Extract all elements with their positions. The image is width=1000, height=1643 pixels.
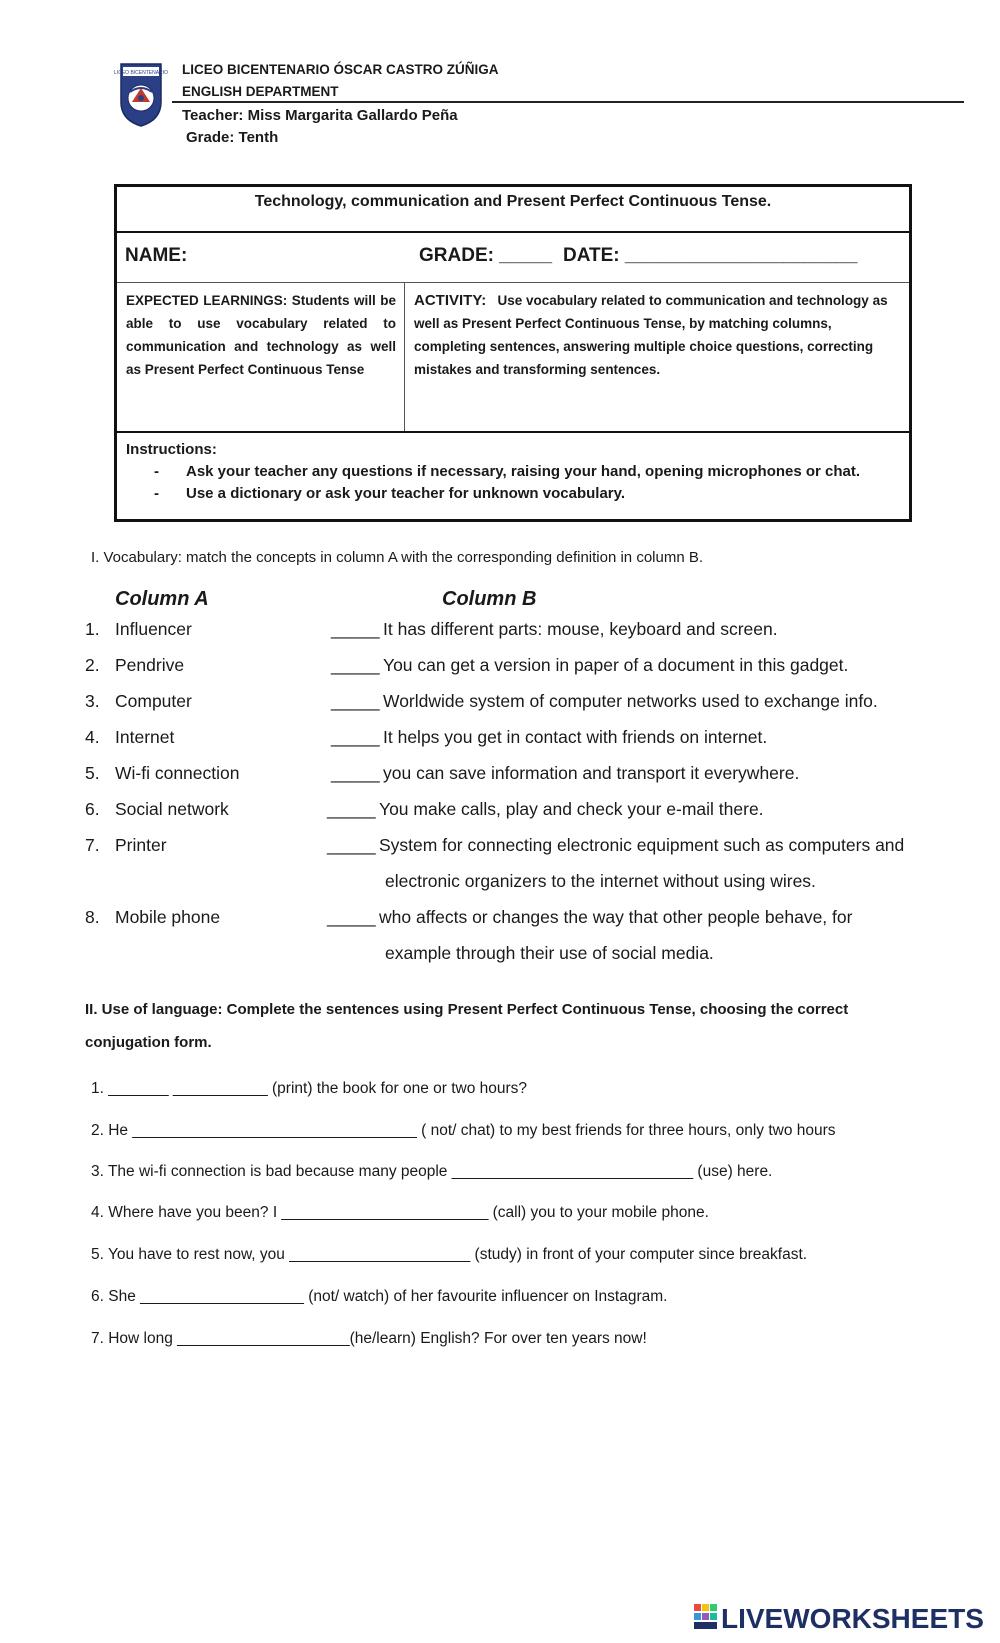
expected-learnings: EXPECTED LEARNINGS: Students will be able to use vocabulary related to communication and technology as well as Present Perfect Continuous Tense [117, 283, 405, 431]
instruction-text: Ask your teacher any questions if necessary, raising your hand, opening microphones or chat. [186, 463, 861, 480]
school-logo [114, 62, 168, 128]
match-row [0, 756, 1000, 790]
sentence[interactable]: 3. The wi-fi connection is bad because many people ____________________________ (use) here. [91, 1163, 773, 1180]
logo-text: LICEO BICENTENARIO [114, 70, 168, 76]
school-name-block [182, 59, 499, 103]
name-grade-date-row [117, 233, 909, 283]
item-definition: System for connecting electronic equipment such as computers and [379, 835, 905, 855]
date-label: DATE: ______________________ [563, 245, 858, 266]
match-row [0, 684, 1000, 718]
activity-cell [405, 283, 909, 431]
item-definition: You make calls, play and check your e-mail there. [379, 799, 764, 819]
sentence[interactable]: 2. He _________________________________ ( not/ chat) to my best friends for three hours, only two hours [91, 1122, 836, 1139]
section1-heading: I. Vocabulary: match the concepts in column A with the corresponding definition in column B. [91, 549, 704, 566]
column-a-heading: Column A [115, 588, 209, 610]
grade: Grade: Tenth [186, 129, 279, 146]
answer-blank[interactable]: _____ [331, 763, 380, 783]
section2-heading: II. Use of language: Complete the sentences using Present Perfect Continuous Tense, choosing the correct conjugation form. [85, 1001, 849, 1051]
activity-text: Use vocabulary related to communication and technology as well as Present Perfect Continuous Tense, by matching columns, completing sentences, answering multiple choice questions, correcting mistakes and transforming sentences. [414, 293, 888, 377]
item-term: Mobile phone [115, 907, 221, 927]
item-number: 3. [85, 691, 100, 711]
match-row [0, 612, 1000, 646]
answer-blank[interactable]: _____ [331, 655, 380, 675]
item-definition: It has different parts: mouse, keyboard and screen. [383, 619, 778, 639]
instructions [117, 431, 909, 519]
department: ENGLISH DEPARTMENT [182, 84, 339, 99]
item-term: Pendrive [115, 655, 185, 675]
teacher: Teacher: Miss Margarita Gallardo Peña [182, 107, 458, 124]
item-definition: you can save information and transport it everywhere. [383, 763, 800, 783]
item-definition-continued: electronic organizers to the internet without using wires. [385, 871, 816, 891]
school-name: LICEO BICENTENARIO ÓSCAR CASTRO ZÚÑIGA [182, 62, 499, 77]
instruction-item [126, 461, 900, 483]
name-label: NAME: [125, 245, 188, 266]
column-b-heading: Column B [442, 588, 537, 610]
match-row [0, 648, 1000, 682]
item-definition: who affects or changes the way that other people behave, for [379, 907, 853, 927]
item-term: Influencer [115, 619, 192, 639]
item-number: 5. [85, 763, 100, 783]
bullet-dash: - [154, 463, 159, 480]
answer-blank[interactable]: _____ [327, 835, 376, 855]
worksheet-title: Technology, communication and Present Perfect Continuous Tense. [117, 187, 909, 233]
item-definition: It helps you get in contact with friends on internet. [383, 727, 768, 747]
instruction-text: Use a dictionary or ask your teacher for unknown vocabulary. [186, 485, 626, 502]
instruction-item [126, 483, 900, 505]
item-term: Printer [115, 835, 167, 855]
answer-blank[interactable]: _____ [331, 691, 380, 711]
item-term: Computer [115, 691, 192, 711]
info-table [114, 184, 912, 522]
activity-label: ACTIVITY: [414, 292, 487, 309]
sentence[interactable]: 7. How long ____________________(he/learn) English? For over ten years now! [91, 1330, 647, 1347]
instructions-label: Instructions: [126, 441, 217, 458]
item-definition-continued: example through their use of social media. [385, 943, 714, 963]
match-row [0, 828, 1000, 862]
grade-label: GRADE: _____ [419, 245, 553, 266]
liveworksheets-icon [694, 1604, 718, 1637]
item-number: 4. [85, 727, 100, 747]
brand-name: LIVEWORKSHEETS [721, 1603, 984, 1634]
item-term: Internet [115, 727, 175, 747]
answer-blank[interactable]: _____ [327, 799, 376, 819]
sentence[interactable]: 4. Where have you been? I ________________________ (call) you to your mobile phone. [91, 1204, 709, 1221]
sentence[interactable]: 1. _______ ___________ (print) the book for one or two hours? [91, 1080, 528, 1097]
item-number: 1. [85, 619, 100, 639]
answer-blank[interactable]: _____ [331, 619, 380, 639]
item-number: 8. [85, 907, 100, 927]
sentence[interactable]: 5. You have to rest now, you _____________________ (study) in front of your computer since breakfast. [91, 1246, 808, 1263]
item-definition: You can get a version in paper of a document in this gadget. [383, 655, 849, 675]
match-row [0, 900, 1000, 934]
item-term: Wi-fi connection [115, 763, 240, 783]
match-row [0, 792, 1000, 826]
bullet-dash: - [154, 485, 159, 502]
item-number: 7. [85, 835, 100, 855]
answer-blank[interactable]: _____ [327, 907, 376, 927]
item-definition: Worldwide system of computer networks used to exchange info. [383, 691, 878, 711]
match-row [0, 720, 1000, 754]
item-number: 6. [85, 799, 100, 819]
item-number: 2. [85, 655, 100, 675]
item-term: Social network [115, 799, 229, 819]
header-divider [172, 101, 964, 103]
sentence[interactable]: 6. She ___________________ (not/ watch) of her favourite influencer on Instagram. [91, 1288, 668, 1305]
liveworksheets-logo[interactable] [694, 1603, 984, 1637]
answer-blank[interactable]: _____ [331, 727, 380, 747]
